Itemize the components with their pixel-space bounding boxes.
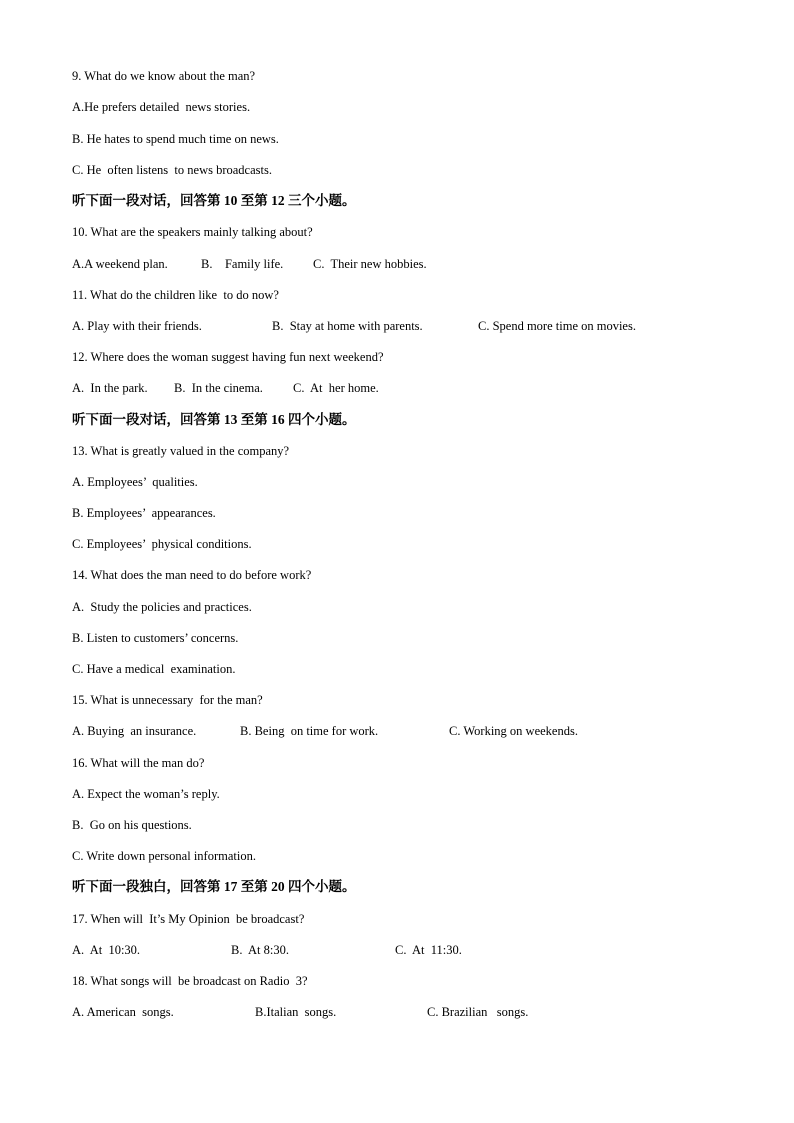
q12-option-c: C. At her home. xyxy=(293,381,379,395)
q15-stem: 15. What is unnecessary for the man? xyxy=(72,693,263,707)
q10-option-a: A.A weekend plan. xyxy=(72,257,168,271)
q17-option-b: B. At 8:30. xyxy=(231,943,289,957)
q16-option-b: B. Go on his questions. xyxy=(72,818,192,832)
q14-option-c: C. Have a medical examination. xyxy=(72,662,236,676)
section-heading-2: 听下面一段对话，回答第 13 至第 16 四个小题。 xyxy=(72,412,356,427)
q15-option-c: C. Working on weekends. xyxy=(449,724,578,738)
q12-stem: 12. Where does the woman suggest having fun next weekend? xyxy=(72,350,384,364)
q11-option-a: A. Play with their friends. xyxy=(72,319,202,333)
q11-option-c: C. Spend more time on movies. xyxy=(478,319,636,333)
q17-stem: 17. When will It’s My Opinion be broadcast? xyxy=(72,912,305,926)
q11-option-b: B. Stay at home with parents. xyxy=(272,319,423,333)
q11-stem: 11. What do the children like to do now? xyxy=(72,288,279,302)
q10-option-b: B. Family life. xyxy=(201,257,284,271)
q16-option-c: C. Write down personal information. xyxy=(72,849,256,863)
q18-option-c: C. Brazilian songs. xyxy=(427,1005,529,1019)
q9-stem: 9. What do we know about the man? xyxy=(72,69,256,83)
q17-option-c: C. At 11:30. xyxy=(395,943,462,957)
q17-option-a: A. At 10:30. xyxy=(72,943,141,957)
q12-option-b: B. In the cinema. xyxy=(174,381,263,395)
q14-stem: 14. What does the man need to do before work? xyxy=(72,568,312,582)
section-heading-3: 听下面一段独白，回答第 17 至第 20 四个小题。 xyxy=(72,879,356,894)
q9-option-b: B. He hates to spend much time on news. xyxy=(72,132,279,146)
q13-option-b: B. Employees’ appearances. xyxy=(72,506,216,520)
q10-stem: 10. What are the speakers mainly talking about? xyxy=(72,225,313,239)
q14-option-b: B. Listen to customers’ concerns. xyxy=(72,631,239,645)
q18-option-b: B.Italian songs. xyxy=(255,1005,337,1019)
q12-option-a: A. In the park. xyxy=(72,381,148,395)
q10-option-c: C. Their new hobbies. xyxy=(313,257,427,271)
q9-option-a: A.He prefers detailed news stories. xyxy=(72,100,251,114)
q14-option-a: A. Study the policies and practices. xyxy=(72,600,252,614)
q15-option-b: B. Being on time for work. xyxy=(240,724,379,738)
q9-option-c: C. He often listens to news broadcasts. xyxy=(72,163,272,177)
q16-stem: 16. What will the man do? xyxy=(72,756,205,770)
q15-option-a: A. Buying an insurance. xyxy=(72,724,197,738)
q13-option-a: A. Employees’ qualities. xyxy=(72,475,198,489)
q18-option-a: A. American songs. xyxy=(72,1005,174,1019)
q13-stem: 13. What is greatly valued in the company? xyxy=(72,444,290,458)
q16-option-a: A. Expect the woman’s reply. xyxy=(72,787,220,801)
section-heading-1: 听下面一段对话，回答第 10 至第 12 三个小题。 xyxy=(72,193,356,208)
q18-stem: 18. What songs will be broadcast on Radio 3? xyxy=(72,974,308,988)
q13-option-c: C. Employees’ physical conditions. xyxy=(72,537,252,551)
